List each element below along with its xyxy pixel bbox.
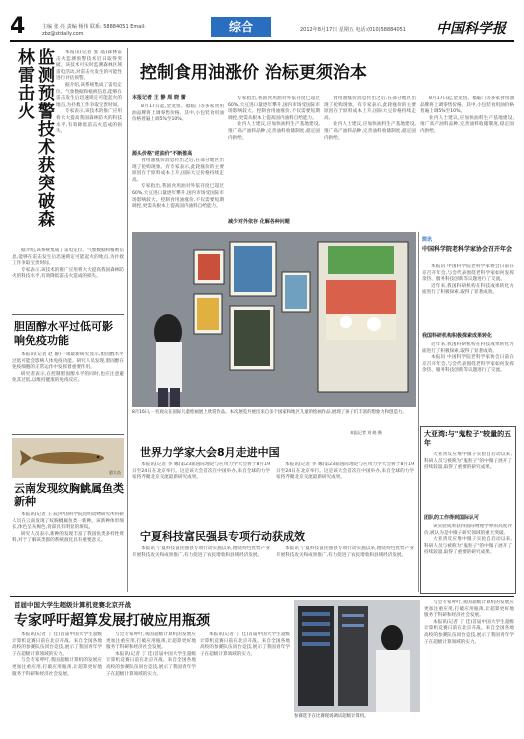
paragraph: 据介绍,该系统集成了雷电定位、气象数据和植被信息,能够在雷击发生后迅速锁定可能起火的地点,为扑救工作争取宝贵时间。 bbox=[12, 248, 124, 267]
cholesterol-body bbox=[12, 352, 124, 432]
masthead-editor-info: 主编 张 亮 责编 杨伟 联系: 58884051 Email: zbz@stdaily.com bbox=[42, 24, 146, 37]
paragraph: 专家指出,我国食用油对外依存度已超过60%,大豆进口量逐年攀升,国内市场受国际市场影响较大。控制食用油涨价,不仅需要短期调控,更需从根本上提高国内油料自给能力。 bbox=[228, 96, 320, 121]
supercomputer-photo bbox=[294, 600, 420, 712]
paragraph: 近年来,我国科研机构在科技成果转化方面进行了积极探索,取得了显著成效。 bbox=[422, 342, 514, 354]
paragraph: 本报讯 宁夏科技富民强县专项行动实施以来,围绕特色优势产业开展科技攻关和成果推广,有力促进了农民增收和县域经济发展。 bbox=[276, 546, 414, 558]
fire-article-body bbox=[56, 50, 122, 246]
fish-photo-label: 腊太鱼 bbox=[109, 470, 121, 475]
page-number: 4 bbox=[10, 14, 26, 39]
exhibition-scene bbox=[132, 232, 416, 407]
supercomputer-body-1 bbox=[12, 632, 102, 734]
fish-body bbox=[12, 512, 124, 592]
paragraph: 本报讯 中国科学院老科学家协会日前在京召开年会,与会代表围绕老科学家如何发挥余热、服务科技创新等议题进行了交流。 bbox=[422, 355, 514, 374]
paragraph: 本报讯(记者 张 晶)森林雷击火监测预警技术近日取得突破。该技术可实时监测森林区域雷电活动,对雷击火发生的可能性进行评估预警。 bbox=[56, 50, 122, 82]
fire-article-headline: 监测预警技术获突破森林雷击火 bbox=[14, 48, 54, 228]
main-headline: 控制食用油涨价 治标更须治本 bbox=[140, 63, 367, 83]
paragraph: 本报讯(记者 丁 佳)首届中国大学生超级计算机竞赛日前在北京开战。来自全国各地高校的参赛队伍同台竞技,展示了我国青年学子在超级计算领域的实力。 bbox=[424, 619, 514, 645]
paragraph: 业内人士建议,应加快油料生产基地建设,推广高产油料品种,完善油料收储制度,稳定国内供给。 bbox=[420, 115, 514, 134]
server-room-scene bbox=[294, 600, 420, 712]
ningxia-headline: 宁夏科技富民强县专项行动获成效 bbox=[140, 530, 305, 543]
brief-body bbox=[422, 264, 514, 328]
paragraph: 业内人士建议,应加快油料生产基地建设,推广高产油料品种,完善油料收储制度,稳定国内供给。 bbox=[324, 122, 416, 141]
main-body-col2 bbox=[228, 96, 320, 216]
supercomputer-body-3 bbox=[200, 632, 290, 734]
paragraph: 专家指出,我国食用油对外依存度已超过60%,大豆进口量逐年攀升,国内市场受国际市场影响较大。控制食用油涨价,不仅需要短期调控,更需从根本上提高国内油料自给能力。 bbox=[132, 184, 224, 210]
mechanics-body-1 bbox=[132, 462, 270, 520]
paragraph: 食用油涨价消息传出之后,在部分地区出现了抢购现象。有专家表示,此轮涨价的主要原因在于原料成本上升,国际大豆价格持续走高。 bbox=[324, 96, 416, 121]
ningxia-body-2 bbox=[276, 546, 414, 592]
fish-headline: 云南发现纹胸鮡属鱼类新种 bbox=[14, 482, 124, 508]
right-subhead: 我国科研机构积极探索成果转化 bbox=[422, 333, 493, 339]
paragraph: 食用油涨价消息传出之后,在部分地区出现了抢购现象。有专家表示,此轮涨价的主要原因在于原料成本上升,国际大豆价格持续走高。 bbox=[132, 158, 224, 183]
paragraph: 大亚湾反应堆中微子实验自启动以来,科研人员与被称为"鬼粒子"的中微子展开了持续较量,取得了重要的研究成果。 bbox=[424, 537, 512, 556]
paragraph: 本报讯(记者 李 娜)第23届国际理论与应用力学大会将于8月19日至24日在北京举行。这是该大会首次在中国举办,来自全球的力学家将齐聚北京交流最新研究成果。 bbox=[276, 462, 414, 481]
fish-photo bbox=[12, 438, 124, 478]
paragraph: 大亚湾反应堆中微子实验自启动以来,科研人员与被称为"鬼粒子"的中微子展开了持续较量,取得了重要的研究成果。 bbox=[424, 452, 512, 471]
supercomputer-kicker: 首届中国大学生超级计算机竞赛北京开战 bbox=[14, 601, 131, 609]
masthead-rule bbox=[10, 40, 514, 42]
section-tab: 综合 bbox=[211, 17, 271, 37]
mechanics-body-2 bbox=[276, 462, 414, 520]
ningxia-body-1 bbox=[132, 546, 270, 592]
brief-tag: 简讯 bbox=[422, 237, 433, 243]
main-body-col3 bbox=[324, 96, 416, 226]
column-divider bbox=[127, 48, 128, 592]
paragraph: 本报讯(记者 赵 静)一项最新研究显示,胆固醇水平过低可能会影响人体免疫功能。研究人员发现,胆固醇在免疫细胞的正常运作中发挥着重要作用。 bbox=[12, 352, 124, 371]
brief-headline: 中国科学院老科学家协会召开年会 bbox=[422, 246, 513, 253]
paragraph: 专家表示,该技术的推广应用将大大提高我国森林防火的科技水平,有效降低雷击火造成的损失。 bbox=[12, 267, 124, 280]
paragraph: 本报讯(记者 丁 佳)首届中国大学生超级计算机竞赛日前在北京开战。来自全国各地高校的参赛队伍同台竞技,展示了我国青年学子在超级计算领域的实力。 bbox=[106, 651, 196, 677]
divider bbox=[12, 434, 124, 435]
supercomputer-headline: 专家呼吁超算发展打破应用瓶颈 bbox=[14, 613, 210, 629]
paragraph: 本报讯 中国科学院老科学家协会日前在京召开年会,与会代表围绕老科学家如何发挥余热、服务科技创新等议题进行了交流。 bbox=[422, 264, 514, 283]
mechanics-headline: 世界力学家大会8月走进中国 bbox=[140, 446, 280, 459]
masthead-date: 2012年8月17日 星期五 电话:(010)58884051 bbox=[300, 27, 407, 33]
supercomputer-photo-caption: 参赛选手在比赛现场调试超级计算机。 bbox=[294, 714, 369, 719]
paragraph: 研究人员表示,新种的发现丰富了我国鱼类多样性资料,对于了解该类群的系统演化具有重要意义。 bbox=[12, 531, 124, 544]
paragraph: 业内人士建议,应加快油料生产基地建设,推广高产油料品种,完善油料收储制度,稳定国内供给。 bbox=[228, 122, 320, 141]
right-body bbox=[422, 342, 514, 422]
daya-bay-headline: 大亚湾:与"鬼粒子"较量的五年 bbox=[424, 430, 512, 447]
paragraph: 与会专家呼吁,我国超级计算机的发展应更加注重应用,打破应用瓶颈,让超算更好地服务于科研和经济社会发展。 bbox=[106, 632, 196, 651]
section-rule bbox=[10, 596, 514, 597]
paragraph: 与会专家呼吁,我国超级计算机的发展应更加注重应用,打破应用瓶颈,让超算更好地服务于科研和经济社会发展。 bbox=[12, 658, 102, 677]
exhibition-photo-caption: 8月16日,一名观众在国际儿童绘画展上欣赏作品。本次展览共展出来自多个国家和地区儿童的绘画作品,展现了孩子们丰富的想象力和创造力。 bbox=[132, 410, 407, 415]
paragraph: 本报讯(记者 王 辰)中国科学院昆明动物研究所科研人员在云南发现了纹胸鮡属鱼类一新种。该新种体形细长,体色呈灰褐色,背部具有明显的斑纹。 bbox=[12, 512, 124, 531]
fish-illustration bbox=[12, 438, 124, 478]
paragraph: 该实验成果获得国际物理学界的高度评价,被认为是中微子研究领域的重大突破。 bbox=[424, 524, 512, 536]
cholesterol-headline: 胆固醇水平过低可影响免疫功能 bbox=[14, 320, 113, 347]
main-subhead-2: 减少对外依存 化解各种问题 bbox=[228, 219, 290, 225]
supercomputer-body-2 bbox=[106, 632, 196, 734]
paragraph: 8月17日起,金龙鱼、福临门等多家食用油品牌将上调零售价格。其中,小包装食用油价格普遍上调5%至10%。 bbox=[420, 96, 514, 115]
main-body-col1 bbox=[132, 104, 224, 148]
daya-bay-body-2 bbox=[424, 524, 512, 590]
masthead bbox=[0, 0, 524, 40]
paragraph: 本报讯(记者 李 娜)第23届国际理论与应用力学大会将于8月19日至24日在北京举行。这是该大会首次在中国举办,来自全球的力学家将齐聚北京交流最新研究成果。 bbox=[132, 462, 270, 481]
paragraph: 本报讯(记者 丁 佳)首届中国大学生超级计算机竞赛日前在北京开战。来自全国各地高校的参赛队伍同台竞技,展示了我国青年学子在超级计算领域的实力。 bbox=[200, 632, 290, 657]
paragraph: 与会专家呼吁,我国超级计算机的发展应更加注重应用,打破应用瓶颈,让超算更好地服务于科研和经济社会发展。 bbox=[424, 600, 514, 619]
paragraph: 专家表示,该技术的推广应用将大大提高我国森林防火的科技水平,有效降低雷击火造成的损失。 bbox=[56, 109, 122, 135]
daya-bay-body bbox=[424, 452, 512, 512]
exhibition-photo-credit: 本报记者 刘 晓 摄 bbox=[350, 430, 382, 435]
exhibition-photo bbox=[132, 232, 416, 407]
paragraph: 8月17日起,金龙鱼、福临门等多家食用油品牌将上调零售价格。其中,小包装食用油价格普遍上调5%至10%。 bbox=[132, 104, 224, 123]
column-divider bbox=[418, 232, 419, 592]
daya-bay-subhead: 团队的工作得到国际认可 bbox=[424, 515, 480, 521]
newspaper-logo: 中国科学报 bbox=[436, 21, 506, 37]
supercomputer-body-4 bbox=[424, 600, 514, 734]
paragraph: 本报讯(记者 丁 佳)首届中国大学生超级计算机竞赛日前在北京开战。来自全国各地高校的参赛队伍同台竞技,展示了我国青年学子在超级计算领域的实力。 bbox=[12, 632, 102, 657]
paragraph: 近年来,我国科研机构在科技成果转化方面进行了积极探索,取得了显著成效。 bbox=[422, 283, 514, 296]
paragraph: 据介绍,该系统集成了雷电定位、气象数据和植被信息,能够在雷击发生后迅速锁定可能起火的地点,为扑救工作争取宝贵时间。 bbox=[56, 82, 122, 108]
paragraph: 本报讯 宁夏科技富民强县专项行动实施以来,围绕特色优势产业开展科技攻关和成果推广,有力促进了农民增收和县域经济发展。 bbox=[132, 546, 270, 558]
main-body-col4 bbox=[420, 96, 514, 226]
divider bbox=[12, 314, 124, 315]
paragraph: 研究者表示,在控制胆固醇水平的同时,也应注意避免其过低,以维持健康的免疫反应。 bbox=[12, 371, 124, 384]
main-subhead-1: 源头价格"逆油价"不断推高 bbox=[132, 151, 193, 157]
fire-article-body-cont bbox=[12, 248, 124, 310]
main-body-col1b bbox=[132, 158, 224, 228]
main-byline: 本报记者 王 静 周 晓 蕾 bbox=[132, 95, 186, 101]
